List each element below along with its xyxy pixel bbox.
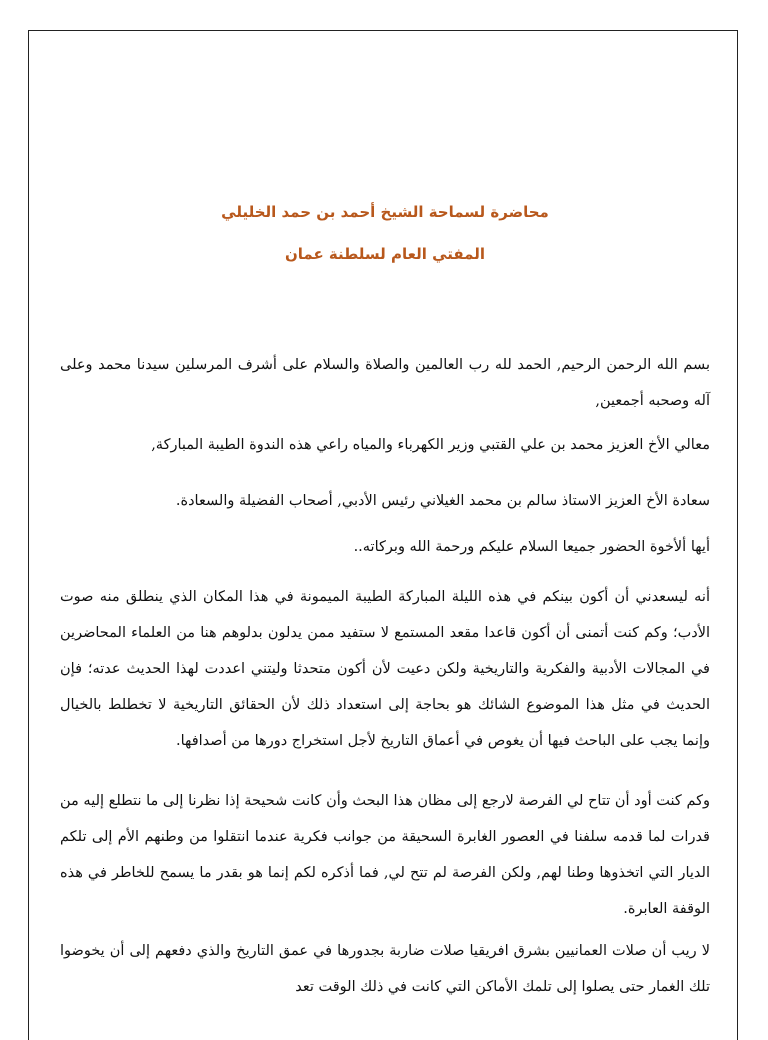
paragraph-opening: بسم الله الرحمن الرحيم, الحمد لله رب العالمين والصلاة والسلام على أشرف المرسلين سيدنا محمد وعلى آله وصحبه أجمعين, <box>60 356 710 409</box>
paragraph-greeting-audience: أيها ألأخوة الحضور جميعا السلام عليكم ورحمة الله وبركاته.. <box>353 538 710 555</box>
paragraph-opportunity: وكم كنت أود أن تتاح لي الفرصة لارجع إلى مظان هذا البحث وأن كانت شحيحة إذا نظرنا إلى ما نتطلع إليه من قدرات لما قدمه سلفنا في العصور الغابرة السحيقة من جوانب فكرية عندما انتقلوا من وطنهم الأم إلى تلكم الديار التي اتخذوها وطنا لهم, ولكن الفرصة لم تتح لي, فما أذكره لكم إنما هو بقدر ما يسمح للخاطر في هذه الوقفة العابرة. <box>60 792 710 917</box>
paragraph-introduction: أنه ليسعدني أن أكون بينكم في هذه الليلة المباركة الطيبة الميمونة في هذا المكان الذي ينطلق منه صوت الأدب؛ وكم كنت أتمنى أن أكون قاعدا مقعد المستمع لا ستفيد ممن يدلون بدلوهم هنا من العلماء المحاضرين في المجالات الأدبية والفكرية والتاريخية ولكن دعيت لأن أكون متحدثا وليتني اعددت لهذا الحديث عدته؛ فإن الحديث في مثل هذا الموضوع الشائك هو بحاجة إلى استعداد ذلك لأن الحقائق التاريخية لا تخطلط بالخيال وإنما يجب على الباحث فيها أن يغوص في أعماق التاريخ لأجل استخراج دورها من أصدافها. <box>60 588 710 749</box>
document-title: محاضرة لسماحة الشيخ أحمد بن حمد الخليلي <box>221 203 549 221</box>
document-subtitle: المفتي العام لسلطنة عمان <box>284 245 486 263</box>
paragraph-greeting-minister: معالي الأخ العزيز محمد بن علي القتبي وزير الكهرباء والمياه راعي هذه الندوة الطيبة المباركة, <box>151 436 710 453</box>
paragraph-east-africa: لا ريب أن صلات العمانيين بشرق افريقيا صلات ضاربة بجدورها في عمق التاريخ والذي دفعهم إلى أن يخوضوا تلك الغمار حتى يصلوا إلى تلمك الأماكن التي كانت في ذلك الوقت تعد <box>60 942 710 995</box>
paragraph-greeting-chairman: سعادة الأخ العزيز الاستاذ سالم بن محمد الغيلاني رئيس الأدبي, أصحاب الفضيلة والسعادة. <box>175 492 710 509</box>
